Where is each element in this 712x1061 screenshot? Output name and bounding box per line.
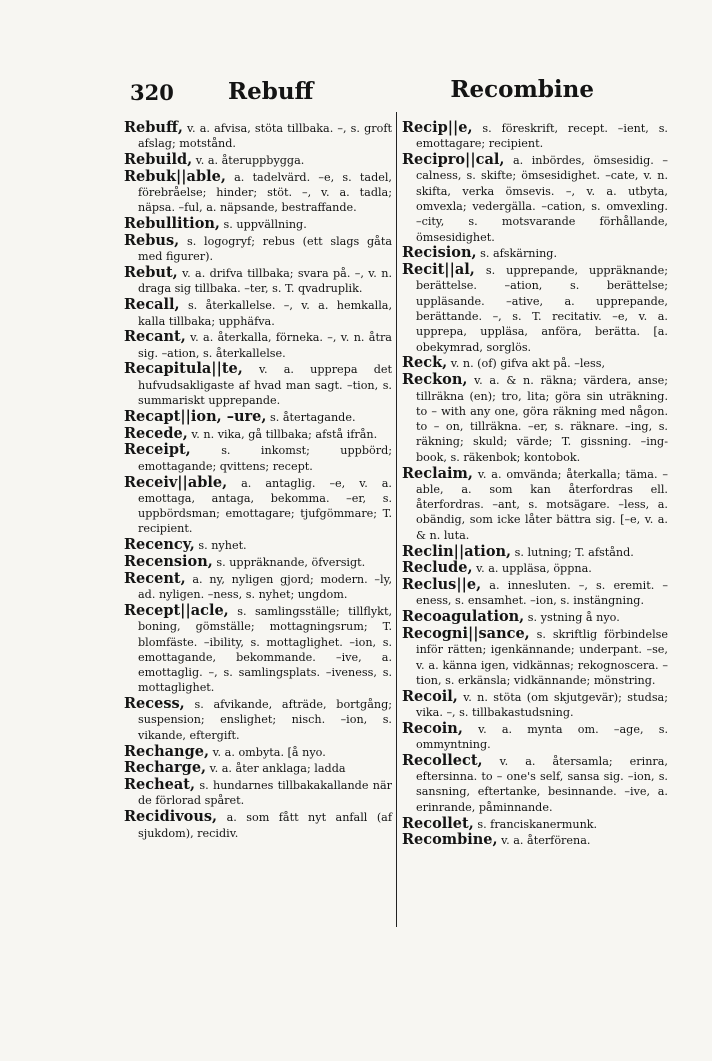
dictionary-entry — [402, 832, 668, 848]
headword: Recollect, — [402, 751, 483, 769]
headword: Recapt||ion, –ure, — [124, 407, 267, 425]
definition: s. logogryf; rebus (ett slags gåta med figurer). — [138, 235, 392, 264]
definition: s. inkomst; uppbörd; emottagande; qvittens; recept. — [138, 444, 392, 473]
dictionary-entry — [124, 809, 392, 841]
definition: a. ny, nyligen gjord; modern. –ly, ad. nyligen. –ness, s. nyhet; ungdom. — [138, 572, 392, 602]
running-header — [124, 74, 594, 108]
dictionary-entry — [124, 361, 392, 408]
dictionary-entry — [124, 554, 392, 570]
definition: a. antaglig. –e, v. a. emottaga, antaga, bekomma. –er, s. uppbördsman; emottagare; tjufgömmare; T. recipient. — [138, 476, 392, 536]
headword: Reclin||ation, — [402, 542, 512, 560]
headword: Recoagulation, — [402, 608, 525, 626]
headword: Recharge, — [124, 759, 207, 777]
headword: Recogni||sance, — [402, 625, 530, 642]
dictionary-entry — [124, 329, 392, 361]
definition: v. a. mynta om. –age, s. ommyntning. — [416, 722, 669, 752]
headword: Recess, — [124, 695, 185, 713]
dictionary-entry — [124, 744, 392, 760]
dictionary-entry — [402, 372, 668, 465]
dictionary-entry — [124, 297, 392, 329]
headword: Recoin, — [402, 719, 463, 737]
dictionary-entry — [402, 626, 668, 688]
dictionary-entry — [124, 169, 392, 216]
headword: Recoil, — [402, 687, 458, 705]
headword: Reclude, — [402, 559, 473, 577]
dictionary-entry — [124, 265, 392, 297]
headword: Rebut, — [124, 264, 178, 282]
headword: Reckon, — [402, 371, 468, 389]
headword: Recheat, — [124, 776, 196, 794]
definition: v. a. återsamla; erinra, eftersinna. to – one's self, sansa sig. –ion, s. sansning, eftertanke, besinnande. –ive, a. erinrande, påminnande. — [416, 754, 668, 814]
dictionary-entry — [402, 466, 668, 543]
definition: s. återkallelse. –, v. a. hemkalla, kalla tillbaka; upphäfva. — [138, 299, 393, 328]
definition: s. ystning å nyo. — [527, 611, 620, 625]
definition: s. skriftlig förbindelse inför rätten; igenkännande; underpant. –se, v. a. känna igen, vidkännas; rekognoscera. –tion, s. erkänsla; vidkännande; mönstring. — [416, 628, 669, 687]
definition: v. a. afvisa, stöta tillbaka. –, s. groft afslag; motstånd. — [138, 122, 392, 151]
headword: Reck, — [402, 354, 448, 372]
definition: a. som fått nyt anfall (af sjukdom), recidiv. — [138, 811, 392, 840]
definition: s. återtagande. — [269, 410, 356, 424]
headword: Recency, — [124, 536, 195, 554]
definition: s. uppvällning. — [223, 218, 307, 232]
dictionary-entry — [124, 442, 392, 474]
dictionary-entry — [124, 409, 392, 425]
definition: v. n. stöta (om skjutgevär); studsa; vika. –, s. tillbakastudsning. — [416, 690, 669, 719]
dictionary-entry — [402, 753, 668, 815]
headword: Recede, — [124, 424, 188, 442]
dictionary-entry — [124, 777, 392, 809]
definition: v. a. drifva tillbaka; svara på. –, v. n. draga sig tillbaka. –ter, s. T. qvadruplik. — [138, 267, 392, 296]
page-number: 320 — [130, 80, 174, 105]
dictionary-entry — [402, 262, 668, 355]
dictionary-entry — [124, 152, 392, 168]
left-column — [124, 120, 392, 841]
headword: Recept||acle, — [124, 601, 229, 619]
definition: s. uppräknande, öfversigt. — [216, 556, 366, 570]
dictionary-entry — [402, 560, 668, 576]
definition: a. inbördes, ömsesidig. –calness, s. skifte; ömsesidighet. –cate, v. n. skifta, verka ömsevis. –, v. a. utbyta, omvexla; vedergälla. –cation, s. omvexling. –city, s. motsvarande förhållande, ömsesidighet. — [416, 154, 668, 244]
headword: Rebuff, — [124, 119, 183, 136]
definition: v. a. återkalla, förneka. –, v. n. åtra sig. –ation, s. återkallelse. — [138, 331, 392, 360]
dictionary-entry — [402, 609, 668, 625]
dictionary-entry — [124, 426, 392, 442]
definition: v. a. upprepa det hufvudsakligaste af hvad man sagt. –tion, s. summariskt upprepande. — [138, 363, 392, 408]
dictionary-entry — [124, 760, 392, 776]
headword: Recit||al, — [402, 261, 475, 279]
dictionary-entry — [124, 603, 392, 696]
headword: Recip||e, — [402, 119, 473, 136]
headword: Recidivous, — [124, 808, 218, 826]
dictionary-entry — [124, 475, 392, 537]
definition: s. afskärning. — [480, 247, 558, 261]
definition: v. a. ombyta. [å nyo. — [212, 745, 326, 759]
definition: v. a. återuppbygga. — [195, 154, 305, 168]
dictionary-entry — [402, 544, 668, 560]
headword: Reclaim, — [402, 464, 473, 482]
dictionary-entry — [124, 571, 392, 603]
headword: Rebuk||able, — [124, 167, 226, 185]
headword: Rebuild, — [124, 151, 193, 169]
right-column — [402, 120, 668, 849]
dictionary-entry — [402, 152, 668, 245]
dictionary-entry — [402, 721, 668, 753]
headword: Recension, — [124, 553, 213, 571]
dictionary-entry — [124, 537, 392, 553]
headword: Reclus||e, — [402, 576, 482, 594]
definition: s. franciskanermunk. — [477, 817, 598, 831]
definition: v. a. återförena. — [501, 834, 591, 848]
definition: v. a. omvända; återkalla; täma. –able, a. som kan återfordras ell. återfordras. –ant, s. motsägare. –less, a. obändig, som icke låter bättra sig. [–e, v. a. & n. luta. — [416, 467, 669, 542]
definition: v. a. & n. räkna; värdera, anse; tillräkna (en); tro, lita; göra sin uträkning. to – with any one, göra räkning med någon. to – on, tillräkna. –er, s. räknare. –ing, s. räkning; skuld; värde; T. gissning. –ing-book, s. räkenbok; kontobok. — [416, 374, 668, 464]
dictionary-entry — [402, 120, 668, 152]
definition: s. samlingsställe; tillflykt, boning, gömställe; mottagningsrum; T. blomfäste. –ibility, s. mottaglighet. –ion, s. emottagande, bekommande. –ive, a. emottaglig. –, s. samlingsplats. –iveness, s. mottaglighet. — [138, 604, 392, 695]
dictionary-entry — [124, 120, 392, 152]
left-guide-word: Rebuff — [228, 78, 314, 105]
dictionary-entry — [402, 355, 668, 371]
headword: Recent, — [124, 569, 186, 587]
dictionary-entry — [124, 216, 392, 232]
definition: v. a. uppläsa, öppna. — [476, 562, 592, 576]
dictionary-entry — [402, 245, 668, 261]
headword: Recipro||cal, — [402, 151, 505, 169]
definition: s. upprepande, uppräknande; berättelse. –ation, s. berättelse; uppläsande. –ative, a. upprepande, berättande. –, s. T. recitativ. –e, v. a. upprepa, uppläsa, anföra, berätta. [a. obekymrad, sorglös. — [416, 264, 668, 354]
dictionary-entry — [402, 689, 668, 721]
dictionary-entry — [402, 577, 668, 609]
dictionary-entry — [124, 233, 392, 265]
definition: s. hundarnes tillbakakallande när de förlorad spåret. — [138, 779, 393, 808]
headword: Receiv||able, — [124, 473, 228, 491]
definition: s. afvikande, afträde, bortgång; suspension; enslighet; nisch. –ion, s. vikande, eftergift. — [138, 698, 392, 742]
definition: s. lutning; T. afstånd. — [514, 545, 634, 559]
dictionary-entry — [124, 696, 392, 743]
headword: Receipt, — [124, 441, 191, 459]
headword: Recombine, — [402, 831, 498, 849]
right-guide-word: Recombine — [450, 76, 594, 103]
column-divider — [396, 112, 397, 927]
headword: Recision, — [402, 244, 477, 262]
definition: s. nyhet. — [198, 539, 247, 553]
definition: v. n. vika, gå tillbaka; afstå ifrån. — [191, 427, 378, 441]
dictionary-entry — [402, 816, 668, 832]
headword: Rechange, — [124, 742, 209, 760]
definition: v. a. åter anklaga; ladda — [209, 762, 346, 776]
definition: v. n. (of) gifva akt på. –less, — [450, 357, 606, 371]
headword: Recapitula||te, — [124, 360, 243, 378]
headword: Recall, — [124, 296, 180, 314]
definition: a. tadelvärd. –e, s. tadel, förebråelse; hinder; stöt. –, v. a. tadla; näpsa. –ful, a. näpsande, bestraffande. — [138, 170, 392, 215]
headword: Recant, — [124, 328, 186, 346]
definition: a. innesluten. –, s. eremit. –eness, s. ensamhet. –ion, s. instängning. — [416, 579, 668, 608]
headword: Rebullition, — [124, 215, 220, 233]
headword: Rebus, — [124, 232, 180, 250]
definition: s. föreskrift, recept. –ient, s. emottagare; recipient. — [416, 122, 668, 151]
headword: Recollet, — [402, 814, 474, 832]
